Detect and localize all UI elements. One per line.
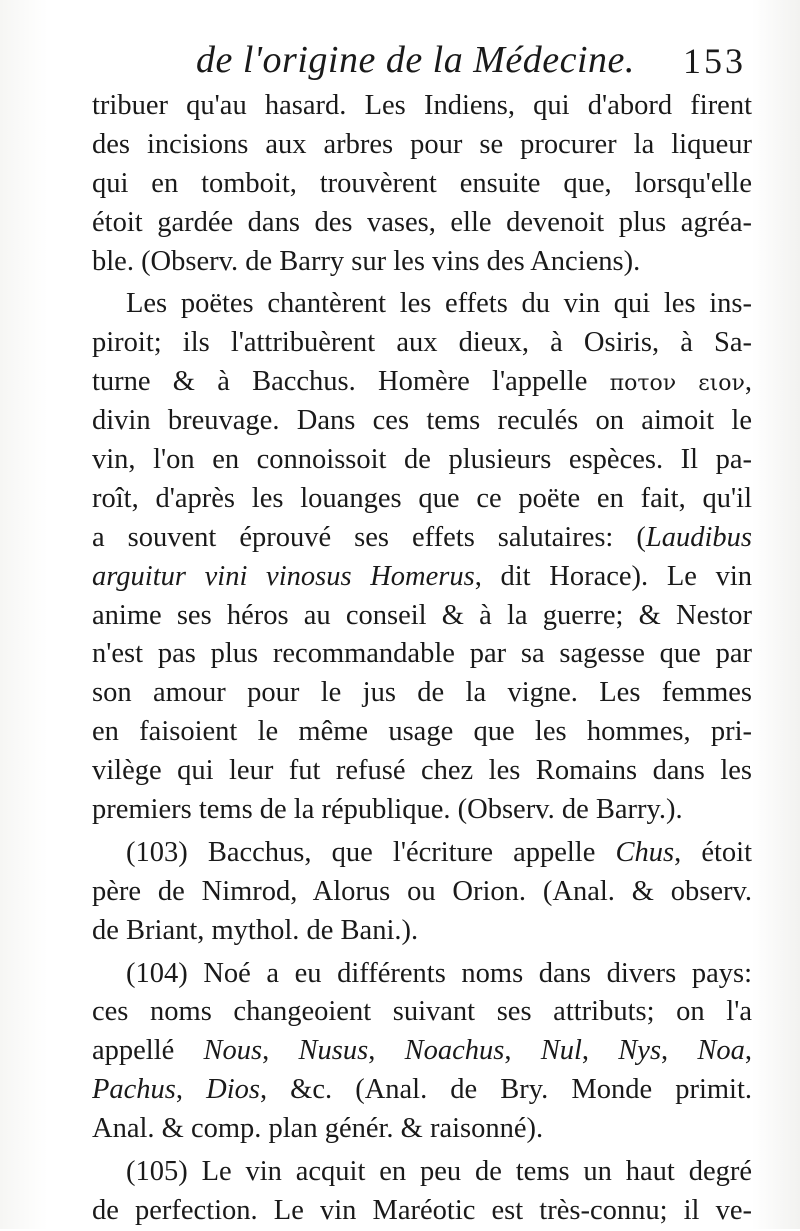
text-segment: (103) Bacchus, que l'écriture appelle [126,836,616,868]
text-segment: divin breuvage. Dans ces tems reculés on aimoit le [92,405,752,437]
text-segment: a souvent éprouvé ses effets salutaires: ( [92,521,646,553]
text-line [92,1032,752,1071]
text-line [92,402,752,441]
greek-phrase: ποτον ειον [609,371,745,397]
text-segment: ces noms changeoient suivant ses attributs; on l'a [92,996,752,1028]
text-segment: étoit gardée dans des vases, elle devenoit plus agréa- [92,206,752,238]
text-line [92,1071,752,1110]
text-line [92,285,752,324]
text-line [92,1110,752,1149]
text-segment: , [661,1035,698,1067]
text-segment: , [504,1035,541,1067]
text-line [92,912,752,951]
text-line [92,1192,752,1231]
text-line [92,873,752,912]
text-segment: anime ses héros au conseil & à la guerre; & Nestor [92,599,752,631]
body-text [92,87,752,1231]
italic-term: Nul [540,1035,582,1067]
text-line [92,674,752,713]
text-line [92,791,752,830]
text-line [92,635,752,674]
text-line [92,441,752,480]
text-segment: Les poëtes chantèrent les effets du vin qui les ins- [126,288,752,320]
text-segment: vin, l'on en connoissoit de plusieurs espèces. Il pa- [92,444,752,476]
text-line [92,713,752,752]
text-segment: père de Nimrod, Alorus ou Orion. (Anal. & observ. [92,875,752,907]
italic-term: Nys [618,1035,662,1067]
text-line [92,324,752,363]
text-line [92,87,752,126]
text-line [92,1153,752,1192]
italic-term: Pachus [92,1074,176,1106]
text-segment: ble. (Observ. de Barry sur les vins des Anciens). [92,245,641,277]
text-line [92,126,752,165]
italic-term: Nusus [298,1035,369,1067]
text-segment: n'est pas plus recommandable par sa sagesse que par [92,638,752,670]
italic-term: Noachus [404,1035,505,1067]
text-line [92,243,752,282]
text-segment: , [581,1035,619,1067]
text-segment: de Briant, mythol. de Bani.). [92,914,419,946]
text-line [92,165,752,204]
text-line [92,955,752,994]
running-head: de l'origine de la Médecine. [196,39,635,81]
text-line [92,519,752,558]
text-segment: roît, d'après les louanges que ce poëte en fait, qu'il [92,482,752,514]
text-segment: appellé [92,1035,204,1067]
latin-quote: arguitur vini vinosus Homerus [92,560,475,592]
text-segment: , étoit [674,836,752,868]
text-segment: (105) Le vin acquit en peu de tems un haut degré [126,1156,752,1188]
text-segment: piroit; ils l'attribuèrent aux dieux, à Osiris, à Sa- [92,327,752,359]
text-segment: , &c. (Anal. de Bry. Monde primit. [259,1074,752,1106]
text-segment: son amour pour le jus de la vigne. Les femmes [92,677,752,709]
page-number: 153 [683,41,746,81]
text-segment: turne & à Bacchus. Homère l'appelle [92,366,610,398]
text-segment: (104) Noé a eu différents noms dans divers pays: [126,957,752,989]
text-line [92,834,752,873]
italic-term: Chus [615,836,675,868]
text-line [92,558,752,597]
text-segment: en faisoient le même usage que les hommes, pri- [92,716,752,748]
italic-term: Nous [203,1035,263,1067]
text-segment: Anal. & comp. plan génér. & raisonné). [92,1113,544,1145]
latin-quote: Laudibus [645,521,752,553]
text-segment: qui en tomboit, trouvèrent ensuite que, lorsqu'elle [92,167,752,199]
text-line [92,993,752,1032]
text-segment: de perfection. Le vin Maréotic est très-connu; il ve- [92,1194,752,1226]
text-segment: , [175,1074,207,1106]
text-segment: , [744,366,752,398]
text-segment: des incisions aux arbres pour se procurer la liqueur [92,128,752,160]
italic-term: Dios [206,1074,260,1106]
text-segment: , [368,1035,405,1067]
page-header [196,38,756,90]
text-segment: , dit Horace). Le vin [474,560,752,592]
text-segment: vilège qui leur fut refusé chez les Romains dans les [92,755,752,787]
text-segment: , [744,1035,752,1067]
text-line [92,204,752,243]
text-segment: tribuer qu'au hasard. Les Indiens, qui d'abord firent [92,90,752,121]
text-line [92,597,752,636]
italic-term: Noa [697,1035,745,1067]
text-segment: , [262,1035,299,1067]
text-line [92,363,752,402]
text-segment: premiers tems de la république. (Observ. de Barry.). [92,794,683,826]
text-line [92,480,752,519]
text-line [92,752,752,791]
